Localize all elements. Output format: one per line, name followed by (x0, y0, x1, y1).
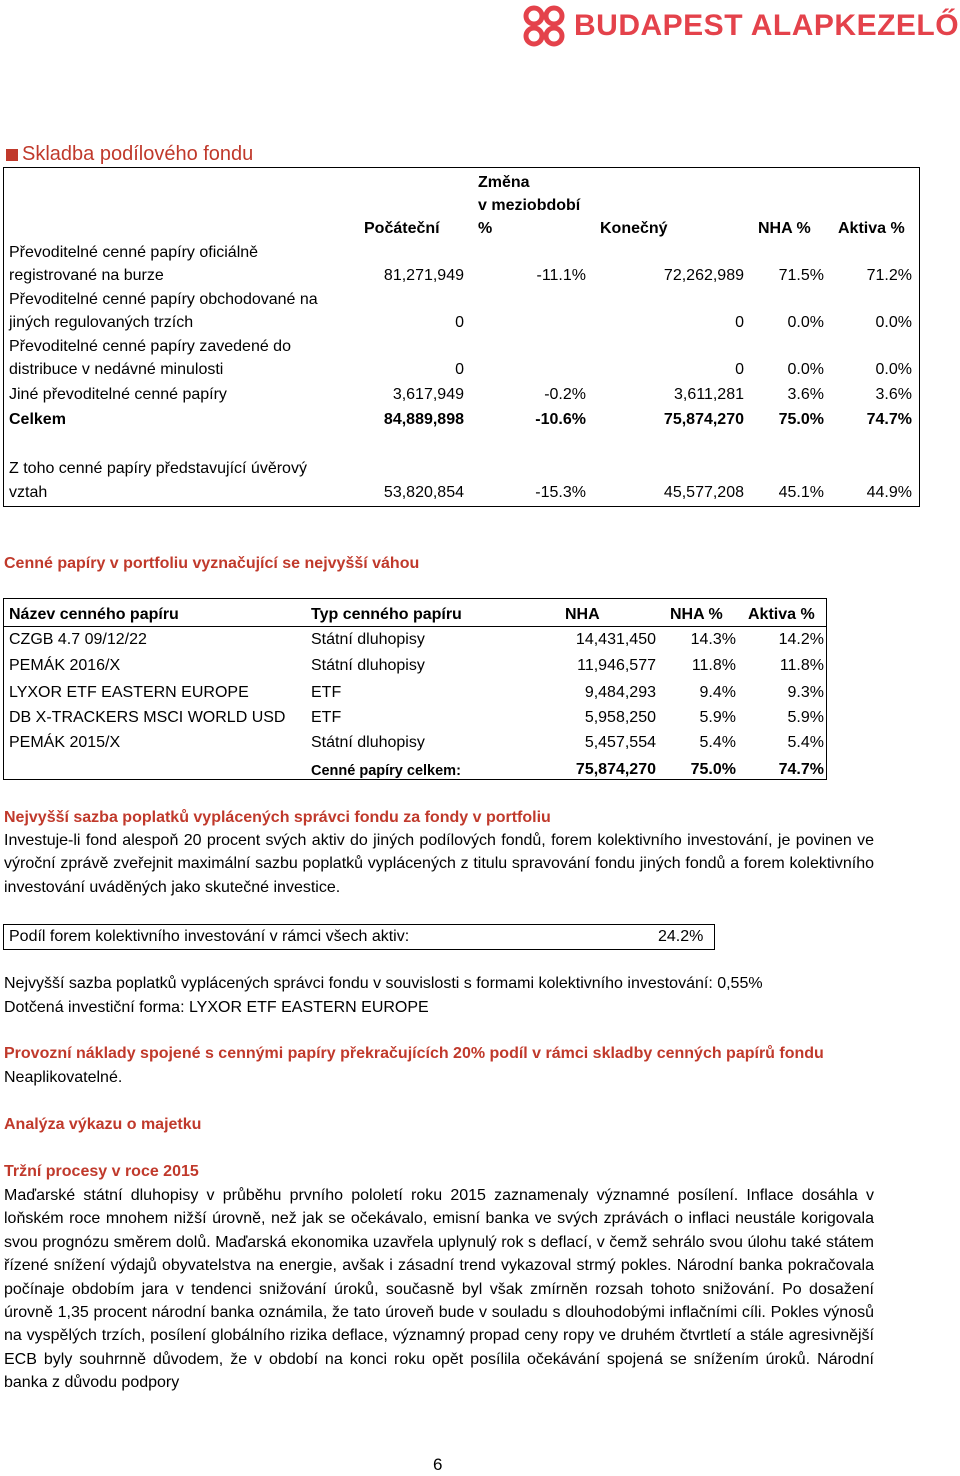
holding-type: ETF (311, 709, 342, 726)
row3-label-line1: Převoditelné cenné papíry zavedené do (9, 338, 291, 355)
row4-start: 3,617,949 (392, 386, 464, 403)
row1-nha: 71.5% (778, 267, 824, 284)
credit-aktiva: 44.9% (866, 484, 912, 501)
holding-name: PEMÁK 2016/X (9, 657, 121, 674)
holdings-header-type: Typ cenného papíru (311, 606, 462, 623)
row2-start: 0 (455, 314, 464, 331)
holding-aktiva: 5.9% (787, 709, 824, 726)
row4-label: Jiné převoditelné cenné papíry (9, 386, 227, 403)
row4-change: -0.2% (544, 386, 586, 403)
table-left-border (3, 167, 4, 507)
holdings-total-nha: 75,874,270 (575, 761, 656, 778)
total-aktiva: 74.7% (866, 411, 912, 428)
row1-aktiva: 71.2% (866, 267, 912, 284)
row4-nha: 3.6% (787, 386, 824, 403)
header-change-line3: % (478, 220, 493, 237)
table-right-border (919, 167, 920, 507)
header-change-line1: Změna (478, 174, 530, 191)
share-value: 24.2% (658, 928, 704, 945)
row4-aktiva: 3.6% (875, 386, 912, 403)
page-number: 6 (433, 1455, 443, 1474)
section-title-text: Skladba podílového fondu (22, 143, 254, 165)
costs-text: Neaplikovatelné. (4, 1069, 123, 1086)
row3-aktiva: 0.0% (875, 361, 912, 378)
row4-end: 3,611,281 (674, 386, 744, 403)
holding-type: Státní dluhopisy (311, 657, 425, 674)
holding-nha-pct: 14.3% (690, 631, 736, 648)
row1-start: 81,271,949 (383, 267, 464, 284)
holding-aktiva: 9.3% (787, 684, 824, 701)
holding-aktiva: 14.2% (778, 631, 824, 648)
holding-nha: 5,457,554 (584, 734, 656, 751)
row2-aktiva: 0.0% (875, 314, 912, 331)
holding-name: PEMÁK 2015/X (9, 734, 121, 751)
header-start: Počáteční (364, 220, 440, 237)
credit-start: 53,820,854 (383, 484, 464, 501)
analysis-title: Analýza výkazu o majetku (4, 1116, 202, 1133)
logo-mark-icon (522, 4, 566, 48)
holdings-header-nha-pct: NHA % (670, 606, 723, 623)
credit-end: 45,577,208 (663, 484, 744, 501)
row3-nha: 0.0% (787, 361, 824, 378)
total-change: -10.6% (535, 411, 586, 428)
row3-label-line2: distribuce v nedávné minulosti (9, 361, 224, 378)
header-change-line2: v meziobdobí (478, 197, 581, 214)
holding-type: ETF (311, 684, 342, 701)
row1-change: -11.1% (536, 267, 586, 284)
bullet-square-icon (6, 149, 18, 161)
total-end: 75,874,270 (663, 411, 744, 428)
holdings-total-nha-pct: 75.0% (690, 761, 736, 778)
holding-type: Státní dluhopisy (311, 631, 425, 648)
row3-start: 0 (455, 361, 464, 378)
holding-nha-pct: 9.4% (699, 684, 736, 701)
header-nha: NHA % (758, 220, 811, 237)
header-end: Konečný (600, 220, 668, 237)
table-bottom-border (3, 506, 920, 507)
holding-type: Státní dluhopisy (311, 734, 425, 751)
credit-label-line2: vztah (9, 484, 48, 501)
section-title-top-holdings: Cenné papíry v portfoliu vyznačující se nejvyšší váhou (4, 555, 420, 572)
row2-label-line1: Převoditelné cenné papíry obchodované na (9, 291, 318, 308)
market-text: Maďarské státní dluhopisy v průběhu prvního pololetí roku 2015 zaznamenaly významné posílení. Inflace dosáhla v loňském roce mnohem nižší úrovně, než jak se očekávalo, emisní banka ve svých zprávách o inflaci neustále korigovala svou prognózu směrem dolů. Maďarská ekonomika uzavřela uplynulý rok s deflací, v čemž sehrálo svou úlohu také státem řízené snížení výdajů obyvatelstva na energie, avšak i zásadní trend vykazoval strmý pokles. Národní banka pokračovala počínaje obdobím jara v tendenci snižování úroků, současně byl však zmírněn rozsah tohoto snižování. Po dosažení úrovně 1,35 procent národní banka oznámila, že tato úroveň bude v souladu s dlouhodobými inflačními cíli. Pokles výnosů na vyspělých trzích, posílení globálního rizika deflace, významný propad ceny ropy ve druhém čtvrtletí a stále agresivnější ECB byly souhrnně důvodem, že v období na konci roku opět posílila očekávání spojená se snížením úroků. Národní banka z důvodu podpory (4, 1187, 874, 1392)
logo-text: BUDAPEST ALAPKEZELŐ (574, 9, 960, 42)
holdings-header-nha: NHA (565, 606, 600, 623)
holdings-total-aktiva: 74.7% (778, 761, 824, 778)
row1-label-line1: Převoditelné cenné papíry oficiálně (9, 244, 259, 261)
holding-aktiva: 5.4% (787, 734, 824, 751)
row3-end: 0 (735, 361, 744, 378)
holdings-header-divider (3, 626, 827, 627)
fees-text: Investuje-li fond alespoň 20 procent svých aktiv do jiných podílových fondů, forem kolektivního investování, je povinen ve výroční zprávě zveřejnit maximální sazbu poplatků vyplácených z titulu spravování fondu jiných fondů a forem kolektivního investování uváděných jako skutečné investice. (4, 832, 874, 896)
row1-end: 72,262,989 (663, 267, 744, 284)
total-label: Celkem (9, 411, 66, 428)
holdings-total-label: Cenné papíry celkem: (311, 763, 461, 779)
holding-nha: 14,431,450 (575, 631, 656, 648)
holding-nha-pct: 5.4% (699, 734, 736, 751)
credit-label-line1: Z toho cenné papíry představující úvěrový (9, 460, 307, 477)
fees-title: Nejvyšší sazba poplatků vyplácených správci fondu za fondy v portfoliu (4, 809, 551, 826)
header-aktiva: Aktiva % (838, 220, 905, 237)
investment-form-text: Dotčená investiční forma: LYXOR ETF EASTERN EUROPE (4, 999, 429, 1016)
total-start: 84,889,898 (383, 411, 464, 428)
max-rate-text: Nejvyšší sazba poplatků vyplácených správci fondu v souvislosti s formami kolektivního investování: 0,55% (4, 975, 763, 992)
credit-nha: 45.1% (778, 484, 824, 501)
market-title: Tržní procesy v roce 2015 (4, 1163, 199, 1180)
section-title-composition (6, 143, 253, 166)
row2-end: 0 (735, 314, 744, 331)
holding-nha: 5,958,250 (584, 709, 656, 726)
holding-name: LYXOR ETF EASTERN EUROPE (9, 684, 249, 701)
holding-nha: 9,484,293 (584, 684, 656, 701)
costs-title: Provozní náklady spojené s cennými papíry překračujících 20% podíl v rámci skladby cenných papírů fondu (4, 1045, 824, 1062)
share-label: Podíl forem kolektivního investování v rámci všech aktiv: (9, 928, 410, 945)
row1-label-line2: registrované na burze (9, 267, 164, 284)
table-top-border (3, 167, 920, 168)
row2-label-line2: jiných regulovaných trzích (9, 314, 194, 331)
holdings-header-aktiva: Aktiva % (748, 606, 815, 623)
holding-nha-pct: 11.8% (691, 657, 736, 674)
credit-change: -15.3% (535, 484, 586, 501)
holdings-header-name: Název cenného papíru (9, 606, 179, 623)
holding-name: DB X-TRACKERS MSCI WORLD USD (9, 709, 286, 726)
holding-name: CZGB 4.7 09/12/22 (9, 631, 147, 648)
company-logo (522, 4, 959, 48)
row2-nha: 0.0% (787, 314, 824, 331)
holding-nha-pct: 5.9% (699, 709, 736, 726)
holding-aktiva: 11.8% (779, 657, 824, 674)
holding-nha: 11,946,577 (577, 657, 656, 674)
total-nha: 75.0% (778, 411, 824, 428)
